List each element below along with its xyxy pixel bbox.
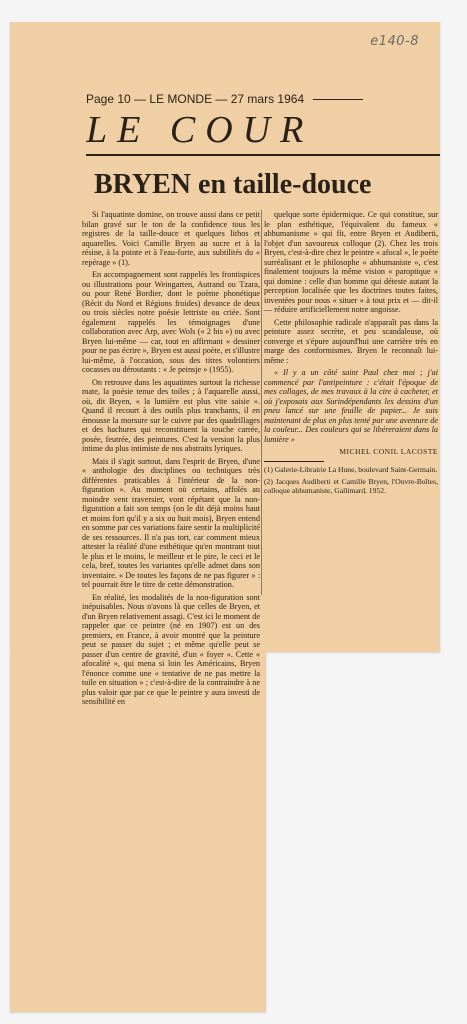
paragraph: On retrouve dans les aquatintes surtout la richesse mate, la poésie tenue des toiles ; à l'aquarelle aussi, où, dit Bryen, « la lumière est plus vite saisie ». Quand il recourt à des outils plus tranchants, il en émousse la morsure sur le cuivre par des quadrillages et des hachures qui reconstituent la touche carrée, posée, feutrée, des peintures. C'est la version la plus intime du plus intimiste de nos abstraits lyriques. bbox=[82, 377, 260, 453]
bryen-quote: « Il y a un côté saint Paul chez moi ; j'ai commencé par l'antipeinture : c'était l'époque de mes collages, de mes travaux à la cire à cacheter, et où j'exposais aux Surindépendants les dessins d'un pneu lancé sur une feuille de papier... Je suis maintenant de plus en plus tenté par une aventure de la couleur... Des couleurs qui se libéreraient dans la lumière » bbox=[264, 368, 438, 444]
page-number: Page 10 bbox=[86, 92, 131, 106]
masthead-rule bbox=[86, 154, 440, 156]
paragraph: Si l'aquatinte domine, on trouve aussi dans ce petit bilan gravé sur le ton de la confidence tous les registres de la taille-douce et quelques lithos et aquarelles. Voici Camille Bryen au sucre et à la résine, à la pointe et à l'eau-forte, aux subtilités du « repérage » (1). bbox=[82, 210, 260, 267]
footnote: (1) Galerie-Librairie La Hune, boulevard Saint-Germain. bbox=[264, 464, 438, 474]
article-column-right bbox=[264, 210, 438, 595]
archive-reference: e140-8 bbox=[370, 34, 419, 49]
author-signature: MICHEL CONIL LACOSTE bbox=[339, 447, 438, 456]
issue-date: 27 mars 1964 bbox=[230, 92, 305, 106]
newspaper-name: LE MONDE bbox=[149, 92, 213, 106]
paragraph: En réalité, les modalités de la non-figuration sont inépuisables. Nous n'avons là que celles de Bryen, et d'un Bryen relativement assagi. C'est ici le moment de rappeler que ce peintre (né en 1907) est un des premiers, en France, à avoir montré que la peinture peut se passer du sujet ; et même qu'elle peut se passer d'un centre de gravité, d'un « foyer ». Cette « afocalité », qui mena si loin les Américains, Bryen l'énonce comme une « tentative de ne pas mettre la toile en situation » ; c'est-à-dire de la contraindre à ne plus valoir que par ce que le peintre y aura investi de sensibilité en bbox=[82, 592, 260, 706]
section-masthead: LE COUR bbox=[86, 109, 314, 151]
paragraph: Mais il s'agit surtout, dans l'esprit de Bryen, d'une « anthologie des disciplines ou techniques très différentes praticables à l'intérieur de la non-figuration ». Au moment où certains, affolés au moindre vent traversier, vont répétant que la non-figuration a fait son temps (on le dit déjà moins haut et moins fort qu'il y a six ou huit mois), Bryen entend en somme par ces variations faire sentir la multiplicité de ses ressources. Il n'a pas tort, car comment mieux attester la réalité d'une esthétique qu'en montrant tout le plus et le moins, le meilleur et le pire, le ceci et le cela, bref, toutes les variantes qu'elle admet dans son inventaire. « De toutes les façons de ne pas figurer » : tel pourrait être le titre de cette démonstration. bbox=[82, 456, 260, 589]
article-column-left bbox=[82, 210, 260, 1010]
page-header: Page 10 — LE MONDE — 27 mars 1964 bbox=[86, 92, 446, 106]
notes-rule bbox=[264, 461, 324, 462]
paragraph: quelque sorte épidermique. Ce qui constitue, sur le plan esthétique, l'équivalent du fameux « abhumanisme » qui fit, entre Bryen et Audiberti, l'objet d'un savoureux colloque (2). Chez les trois Bryen, c'est-à-dire chez le peintre « afocal », le poète surréalisant et le philosophe « abhumaniste », c'est finalement toujours la même vision « paroptique » qui domine : celle d'un homme qui déteste autant la perception localisée que les doctrines toutes faites, inventées pour nous « situer » à tout prix et — dit-il — réduire artificiellement notre angoisse. bbox=[264, 210, 438, 314]
header-rule bbox=[313, 99, 363, 100]
footnote: (2) Jacques Audiberti et Camille Bryen, l'Ouvre-Boîtes, colloque abhumaniste, Gallimard, 1952. bbox=[264, 476, 438, 495]
paragraph: En accompagnement sont rappelés les frontispices ou illustrations pour Weingarten, Autrand ou Tzara, ou pour René Bordier, dont le poème phonétique (Récit du Nord et Régions froides) devance de deux ou trois siècles notre poésie lettriste ou criée. Sont également rappelés les témoignages d'une collaboration avec Arp, avec Wols (« 2 bis ») ou avec Bryen lui-même — car, tout en affirmant « dessiner pour ne pas écrire », Bryen est aussi poète, et s'illustre lui-même, à l'occasion, sous des titres volontiers cocasses ou déroutants : « Je peinsje » (1955). bbox=[82, 270, 260, 374]
article-headline: BRYEN en taille-douce bbox=[94, 169, 372, 200]
column-divider bbox=[261, 210, 262, 595]
paragraph: Cette philosophie radicale n'apparaît pas dans la peinture assez secrète, et peu scandaleuse, où converge et s'épure aujourd'hui une carrière très en marge des conformismes. Bryen le reconnaît lui-même : bbox=[264, 317, 438, 365]
